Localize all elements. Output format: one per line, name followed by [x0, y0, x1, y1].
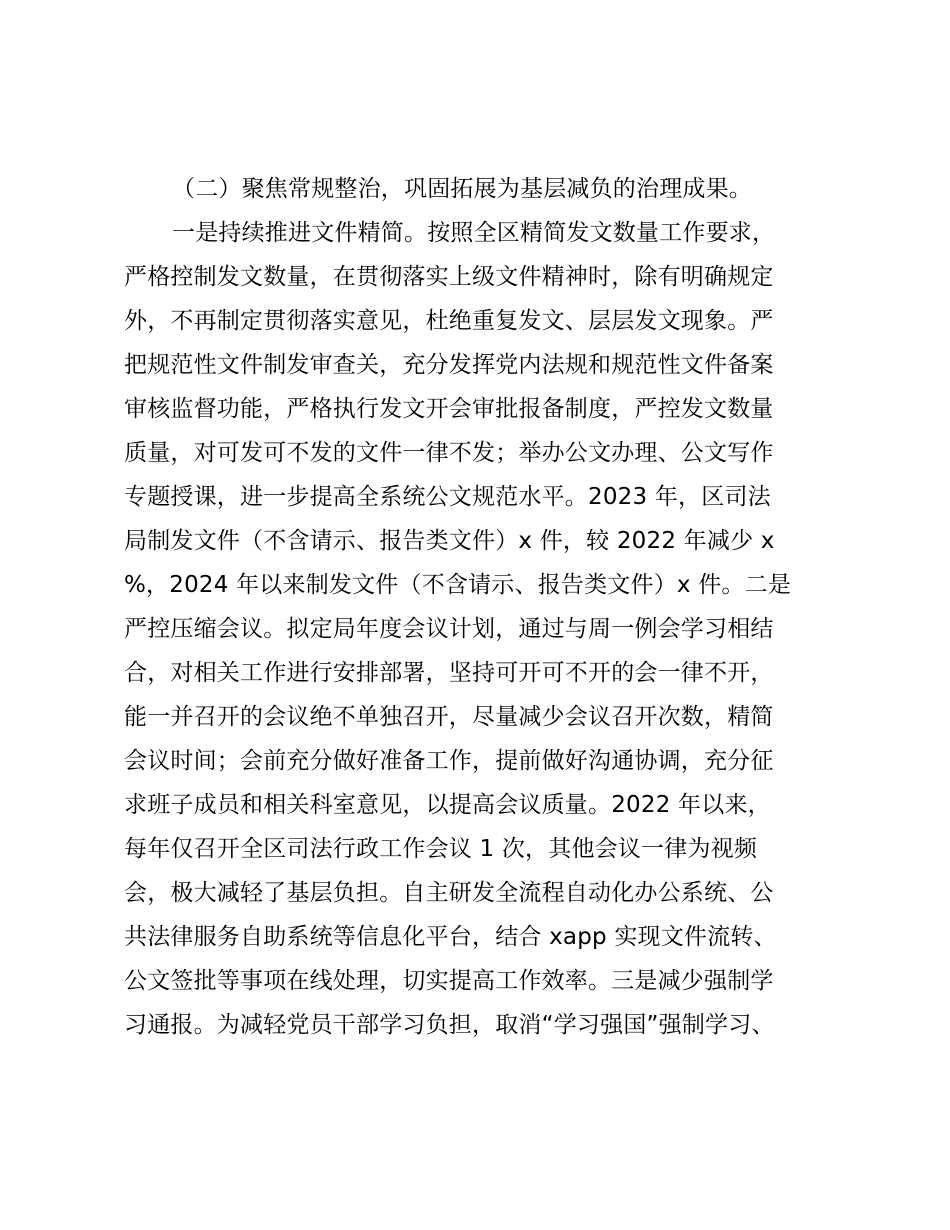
paragraph-line: 审核监督功能，严格执行发文开会审批报备制度，严控发文数量 — [124, 396, 774, 422]
paragraph-line: 局制发文件（不含请示、报告类文件）x 件，较 2022 年减少 x — [124, 528, 775, 554]
paragraph-line: 会，极大减轻了基层负担。自主研发全流程自动化办公系统、公 — [124, 880, 774, 906]
paragraph-line: 每年仅召开全区司法行政工作会议 1 次，其他会议一律为视频 — [124, 836, 758, 862]
paragraph-line: 把规范性文件制发审查关，充分发挥党内法规和规范性文件备案 — [124, 352, 774, 378]
paragraph-line: 求班子成员和相关科室意见，以提高会议质量。2022 年以来， — [124, 792, 771, 818]
paragraph-line: 一是持续推进文件精简。按照全区精简发文数量工作要求， — [172, 220, 776, 246]
paragraph-line: %，2024 年以来制发文件（不含请示、报告类文件）x 件。二是 — [124, 572, 792, 598]
paragraph-line: 质量，对可发可不发的文件一律不发；举办公文办理、公文写作 — [124, 440, 774, 466]
paragraph-line: 能一并召开的会议绝不单独召开，尽量减少会议召开次数，精简 — [124, 704, 774, 730]
paragraph-line: 共法律服务自助系统等信息化平台，结合 xapp 实现文件流转、 — [124, 924, 777, 950]
paragraph-line: 合，对相关工作进行安排部署，坚持可开可不开的会一律不开， — [124, 660, 774, 686]
section-heading: （二）聚焦常规整治，巩固拓展为基层减负的治理成果。 — [172, 176, 752, 202]
paragraph-line: 公文签批等事项在线处理，切实提高工作效率。三是减少强制学 — [124, 968, 774, 994]
paragraph-line: 习通报。为减轻党员干部学习负担，取消“学习强国”强制学习、 — [124, 1012, 775, 1038]
paragraph-line: 外，不再制定贯彻落实意见，杜绝重复发文、层层发文现象。严 — [124, 308, 774, 334]
paragraph-line: 严控压缩会议。拟定局年度会议计划，通过与周一例会学习相结 — [124, 616, 774, 642]
paragraph-line: 严格控制发文数量，在贯彻落实上级文件精神时，除有明确规定 — [124, 264, 774, 290]
paragraph-line: 专题授课，进一步提高全系统公文规范水平。2023 年，区司法 — [124, 484, 771, 510]
paragraph-line: 会议时间；会前充分做好准备工作，提前做好沟通协调，充分征 — [124, 748, 774, 774]
